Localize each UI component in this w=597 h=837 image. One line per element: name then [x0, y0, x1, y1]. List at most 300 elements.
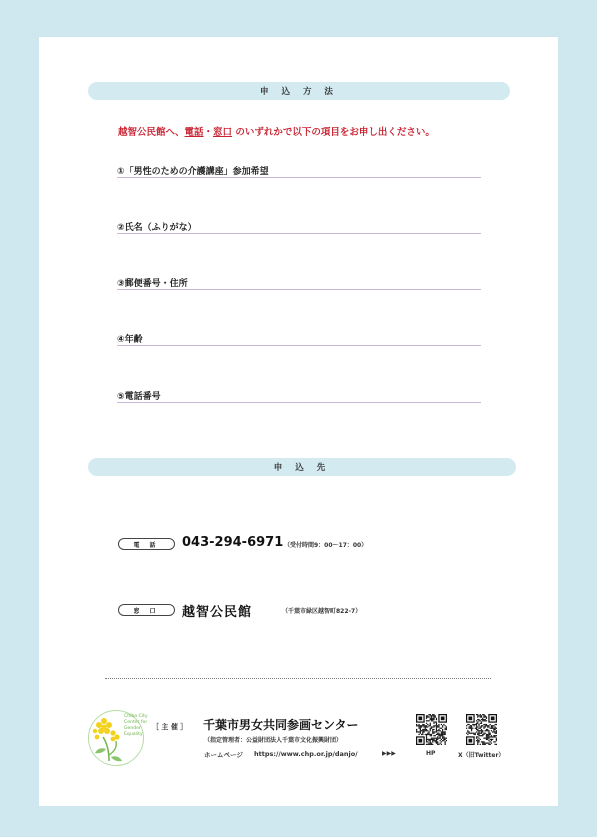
qr-module	[431, 715, 432, 716]
qr-module	[435, 721, 436, 722]
qr-module	[488, 733, 489, 734]
qr-module	[433, 715, 434, 716]
qr-module	[486, 720, 487, 721]
qr-module	[486, 736, 487, 737]
qr-module	[445, 728, 446, 729]
qr-module	[428, 739, 429, 740]
qr-module	[428, 740, 429, 741]
counter-address: （千葉市緑区越智町822-7）	[282, 608, 362, 615]
qr-module	[430, 739, 431, 740]
qr-module	[422, 725, 423, 726]
footer-divider	[105, 678, 491, 679]
qr-module	[436, 718, 437, 719]
qr-module	[493, 731, 494, 732]
qr-module	[445, 734, 446, 735]
qr-module	[480, 715, 481, 716]
qr-module	[431, 743, 432, 744]
qr-module	[480, 744, 481, 745]
qr-module	[476, 736, 477, 737]
qr-module	[441, 724, 442, 725]
qr-module	[426, 720, 427, 721]
qr-module	[476, 729, 477, 730]
qr-module	[431, 716, 432, 717]
intro-counter: 窓口	[213, 127, 233, 138]
qr-module	[486, 724, 487, 725]
qr-module	[490, 739, 491, 740]
qr-module	[426, 723, 427, 724]
qr-module	[438, 724, 439, 725]
qr-module	[420, 728, 421, 729]
qr-module	[477, 740, 478, 741]
qr-module	[443, 738, 444, 739]
qr-module	[496, 740, 497, 741]
qr-module	[482, 730, 483, 731]
organization-name: 千葉市男女共同参画センター	[203, 718, 359, 732]
qr-module	[470, 733, 471, 734]
qr-module	[471, 728, 472, 729]
qr-module	[432, 726, 433, 727]
qr-module	[467, 731, 468, 732]
qr-module	[481, 730, 482, 731]
qr-module	[445, 743, 446, 744]
qr-module	[445, 738, 446, 739]
qr-module	[477, 716, 478, 717]
qr-module	[426, 744, 427, 745]
qr-module	[427, 730, 428, 731]
qr-module	[418, 734, 419, 735]
qr-module	[472, 728, 473, 729]
qr-module	[431, 726, 432, 727]
qr-module	[480, 733, 481, 734]
qr-module	[426, 716, 427, 717]
qr-module	[478, 738, 479, 739]
qr-module	[480, 714, 481, 715]
qr-module	[425, 725, 426, 726]
qr-module	[477, 726, 478, 727]
qr-module	[416, 729, 417, 730]
qr-module	[426, 729, 427, 730]
qr-module	[427, 726, 428, 727]
qr-module	[478, 715, 479, 716]
qr-module	[477, 744, 478, 745]
qr-module	[436, 723, 437, 724]
qr-module	[431, 738, 432, 739]
qr-module	[437, 739, 438, 740]
qr-module	[483, 743, 484, 744]
qr-module	[441, 744, 442, 745]
qr-module	[483, 741, 484, 742]
qr-module	[492, 739, 493, 740]
qr-module	[488, 730, 489, 731]
qr-module	[487, 736, 488, 737]
qr-module	[482, 734, 483, 735]
qr-module	[422, 733, 423, 734]
qr-module	[488, 738, 489, 739]
qr-module	[443, 734, 444, 735]
qr-module	[431, 739, 432, 740]
qr-module	[492, 731, 493, 732]
qr-module	[446, 728, 447, 729]
qr-module	[487, 743, 488, 744]
qr-module	[480, 720, 481, 721]
qr-module	[428, 720, 429, 721]
qr-module	[436, 731, 437, 732]
qr-module	[496, 739, 497, 740]
qr-module	[482, 741, 483, 742]
qr-module	[485, 726, 486, 727]
qr-module	[496, 728, 497, 729]
qr-module	[436, 725, 437, 726]
qr-module	[428, 744, 429, 745]
qr-module	[423, 726, 424, 727]
qr-module	[468, 726, 469, 727]
qr-module	[493, 730, 494, 731]
qr-module	[485, 716, 486, 717]
qr-module	[428, 714, 429, 715]
qr-module	[438, 738, 439, 739]
qr-module	[432, 733, 433, 734]
qr-module	[483, 715, 484, 716]
qr-module	[435, 735, 436, 736]
qr-module	[487, 735, 488, 736]
qr-module	[485, 733, 486, 734]
qr-module	[418, 725, 419, 726]
qr-module	[491, 726, 492, 727]
qr-module	[483, 744, 484, 745]
qr-module	[485, 725, 486, 726]
qr-module	[435, 731, 436, 732]
qr-module	[490, 744, 491, 745]
qr-module	[478, 735, 479, 736]
qr-module	[430, 724, 431, 725]
host-label: ［ 主 催 ］	[152, 723, 188, 731]
qr-module	[435, 738, 436, 739]
qr-module	[437, 730, 438, 731]
qr-module	[433, 714, 434, 715]
qr-module	[475, 728, 476, 729]
qr-module	[440, 743, 441, 744]
qr-module	[488, 734, 489, 735]
qr-module	[433, 731, 434, 732]
qr-module	[428, 731, 429, 732]
phone-label-pill: 電 話	[118, 538, 175, 550]
qr-module	[433, 726, 434, 727]
qr-module	[488, 736, 489, 737]
qr-module	[420, 731, 421, 732]
qr-module	[443, 736, 444, 737]
qr-module	[488, 743, 489, 744]
qr-module	[477, 739, 478, 740]
qr-module	[495, 724, 496, 725]
qr-module	[486, 725, 487, 726]
qr-module	[490, 733, 491, 734]
qr-module	[485, 738, 486, 739]
qr-module	[481, 733, 482, 734]
logo-text	[124, 714, 148, 738]
qr-module	[481, 719, 482, 720]
qr-module	[432, 739, 433, 740]
qr-module	[431, 718, 432, 719]
qr-module	[481, 716, 482, 717]
qr-module	[426, 718, 427, 719]
qr-module	[477, 734, 478, 735]
qr-module	[433, 723, 434, 724]
qr-module	[431, 719, 432, 720]
qr-code-x-icon[interactable]	[466, 714, 497, 745]
qr-module	[442, 729, 443, 730]
qr-module	[425, 728, 426, 729]
qr-module	[493, 728, 494, 729]
qr-module	[427, 715, 428, 716]
qr-module	[436, 726, 437, 727]
qr-module	[427, 733, 428, 734]
qr-module	[433, 739, 434, 740]
qr-module	[492, 736, 493, 737]
qr-module	[495, 729, 496, 730]
qr-finder	[468, 739, 472, 743]
qr-module	[481, 726, 482, 727]
qr-module	[478, 724, 479, 725]
qr-module	[481, 741, 482, 742]
qr-module	[431, 720, 432, 721]
qr-module	[478, 730, 479, 731]
qr-module	[441, 735, 442, 736]
qr-module	[435, 740, 436, 741]
qr-module	[440, 734, 441, 735]
qr-module	[443, 733, 444, 734]
qr-module	[416, 724, 417, 725]
qr-module	[492, 725, 493, 726]
qr-module	[436, 738, 437, 739]
qr-module	[436, 743, 437, 744]
qr-module	[477, 714, 478, 715]
qr-module	[416, 730, 417, 731]
qr-module	[436, 724, 437, 725]
qr-module	[417, 725, 418, 726]
qr-module	[435, 716, 436, 717]
qr-module	[430, 719, 431, 720]
qr-module	[488, 740, 489, 741]
qr-module	[430, 743, 431, 744]
qr-module	[425, 726, 426, 727]
qr-module	[433, 725, 434, 726]
qr-module	[430, 744, 431, 745]
qr-module	[468, 731, 469, 732]
qr-module	[466, 733, 467, 734]
qr-module	[442, 735, 443, 736]
field-phone: ⑤電話番号	[117, 389, 481, 403]
qr-module	[436, 728, 437, 729]
qr-module	[437, 741, 438, 742]
qr-module	[437, 726, 438, 727]
qr-module	[435, 741, 436, 742]
qr-module	[493, 729, 494, 730]
qr-module	[487, 725, 488, 726]
qr-module	[470, 728, 471, 729]
qr-module	[481, 715, 482, 716]
qr-module	[428, 733, 429, 734]
qr-module	[443, 731, 444, 732]
qr-module	[421, 725, 422, 726]
qr-module	[423, 730, 424, 731]
qr-module	[496, 733, 497, 734]
homepage-arrows: ▶▶▶	[382, 750, 396, 757]
qr-module	[496, 724, 497, 725]
qr-module	[486, 730, 487, 731]
qr-module	[440, 735, 441, 736]
qr-module	[445, 725, 446, 726]
qr-module	[496, 738, 497, 739]
logo-text-line: Chiba City	[124, 714, 148, 719]
qr-module	[442, 731, 443, 732]
qr-module	[495, 733, 496, 734]
qr-module	[431, 734, 432, 735]
logo-text-line: Equality	[124, 732, 143, 737]
qr-module	[480, 730, 481, 731]
qr-hp-label: HP	[426, 750, 436, 757]
qr-module	[491, 736, 492, 737]
qr-module	[482, 720, 483, 721]
qr-module	[427, 734, 428, 735]
qr-module	[480, 728, 481, 729]
qr-module	[483, 738, 484, 739]
qr-module	[430, 725, 431, 726]
qr-module	[442, 726, 443, 727]
qr-module	[472, 733, 473, 734]
qr-module	[426, 715, 427, 716]
qr-module	[485, 730, 486, 731]
qr-module	[492, 726, 493, 727]
counter-label-pill: 窓 口	[118, 604, 175, 616]
qr-module	[432, 719, 433, 720]
qr-module	[441, 741, 442, 742]
qr-module	[432, 744, 433, 745]
qr-module	[446, 729, 447, 730]
qr-module	[482, 714, 483, 715]
logo-text-line: Center for	[124, 720, 148, 725]
qr-module	[491, 728, 492, 729]
qr-module	[483, 733, 484, 734]
qr-module	[436, 740, 437, 741]
qr-module	[430, 730, 431, 731]
qr-module	[473, 734, 474, 735]
qr-module	[488, 744, 489, 745]
qr-module	[440, 738, 441, 739]
qr-finder	[491, 716, 495, 720]
qr-finder	[418, 716, 422, 720]
qr-module	[427, 739, 428, 740]
qr-module	[475, 733, 476, 734]
qr-module	[491, 735, 492, 736]
qr-module	[416, 731, 417, 732]
qr-module	[482, 719, 483, 720]
qr-module	[468, 728, 469, 729]
qr-module	[421, 730, 422, 731]
qr-module	[496, 735, 497, 736]
qr-module	[487, 739, 488, 740]
qr-code-hp-icon[interactable]	[416, 714, 447, 745]
qr-module	[428, 716, 429, 717]
qr-module	[432, 731, 433, 732]
qr-module	[476, 724, 477, 725]
qr-module	[470, 726, 471, 727]
qr-module	[433, 733, 434, 734]
qr-module	[483, 719, 484, 720]
qr-module	[488, 735, 489, 736]
qr-module	[428, 743, 429, 744]
logo-text-line: Gender	[124, 726, 141, 731]
intro-suffix: のいずれかで以下の項目をお申し出ください。	[232, 127, 435, 138]
qr-module	[491, 725, 492, 726]
qr-module	[426, 725, 427, 726]
qr-module	[422, 724, 423, 725]
qr-module	[487, 726, 488, 727]
qr-module	[472, 724, 473, 725]
qr-module	[428, 734, 429, 735]
qr-module	[432, 720, 433, 721]
qr-module	[418, 724, 419, 725]
qr-module	[480, 739, 481, 740]
field-age: ④年齢	[117, 332, 481, 346]
qr-module	[445, 729, 446, 730]
qr-module	[486, 716, 487, 717]
qr-module	[487, 729, 488, 730]
qr-module	[478, 720, 479, 721]
qr-x-label: X（旧Twitter）	[458, 752, 505, 759]
qr-module	[443, 724, 444, 725]
qr-module	[476, 740, 477, 741]
qr-module	[483, 720, 484, 721]
qr-module	[440, 730, 441, 731]
qr-module	[437, 736, 438, 737]
qr-module	[430, 718, 431, 719]
qr-module	[476, 714, 477, 715]
qr-module	[438, 733, 439, 734]
qr-module	[495, 736, 496, 737]
qr-module	[440, 736, 441, 737]
qr-module	[442, 740, 443, 741]
qr-module	[487, 734, 488, 735]
field-name: ②氏名（ふりがな）	[117, 220, 481, 234]
qr-module	[487, 730, 488, 731]
qr-module	[478, 719, 479, 720]
qr-module	[470, 725, 471, 726]
qr-module	[446, 738, 447, 739]
qr-module	[432, 740, 433, 741]
qr-module	[475, 724, 476, 725]
qr-module	[495, 731, 496, 732]
qr-module	[485, 724, 486, 725]
qr-module	[437, 743, 438, 744]
qr-module	[445, 731, 446, 732]
qr-module	[478, 728, 479, 729]
phone-hours: （受付時間9：00～17：00）	[284, 542, 368, 549]
qr-module	[425, 729, 426, 730]
qr-module	[483, 716, 484, 717]
qr-module	[437, 744, 438, 745]
qr-module	[481, 725, 482, 726]
homepage-link[interactable]: https://www.chp.or.jp/danjo/	[254, 750, 358, 758]
qr-module	[467, 724, 468, 725]
qr-module	[476, 720, 477, 721]
qr-module	[437, 734, 438, 735]
qr-module	[426, 726, 427, 727]
qr-module	[476, 726, 477, 727]
qr-module	[486, 735, 487, 736]
qr-module	[495, 726, 496, 727]
qr-module	[495, 741, 496, 742]
qr-module	[430, 735, 431, 736]
